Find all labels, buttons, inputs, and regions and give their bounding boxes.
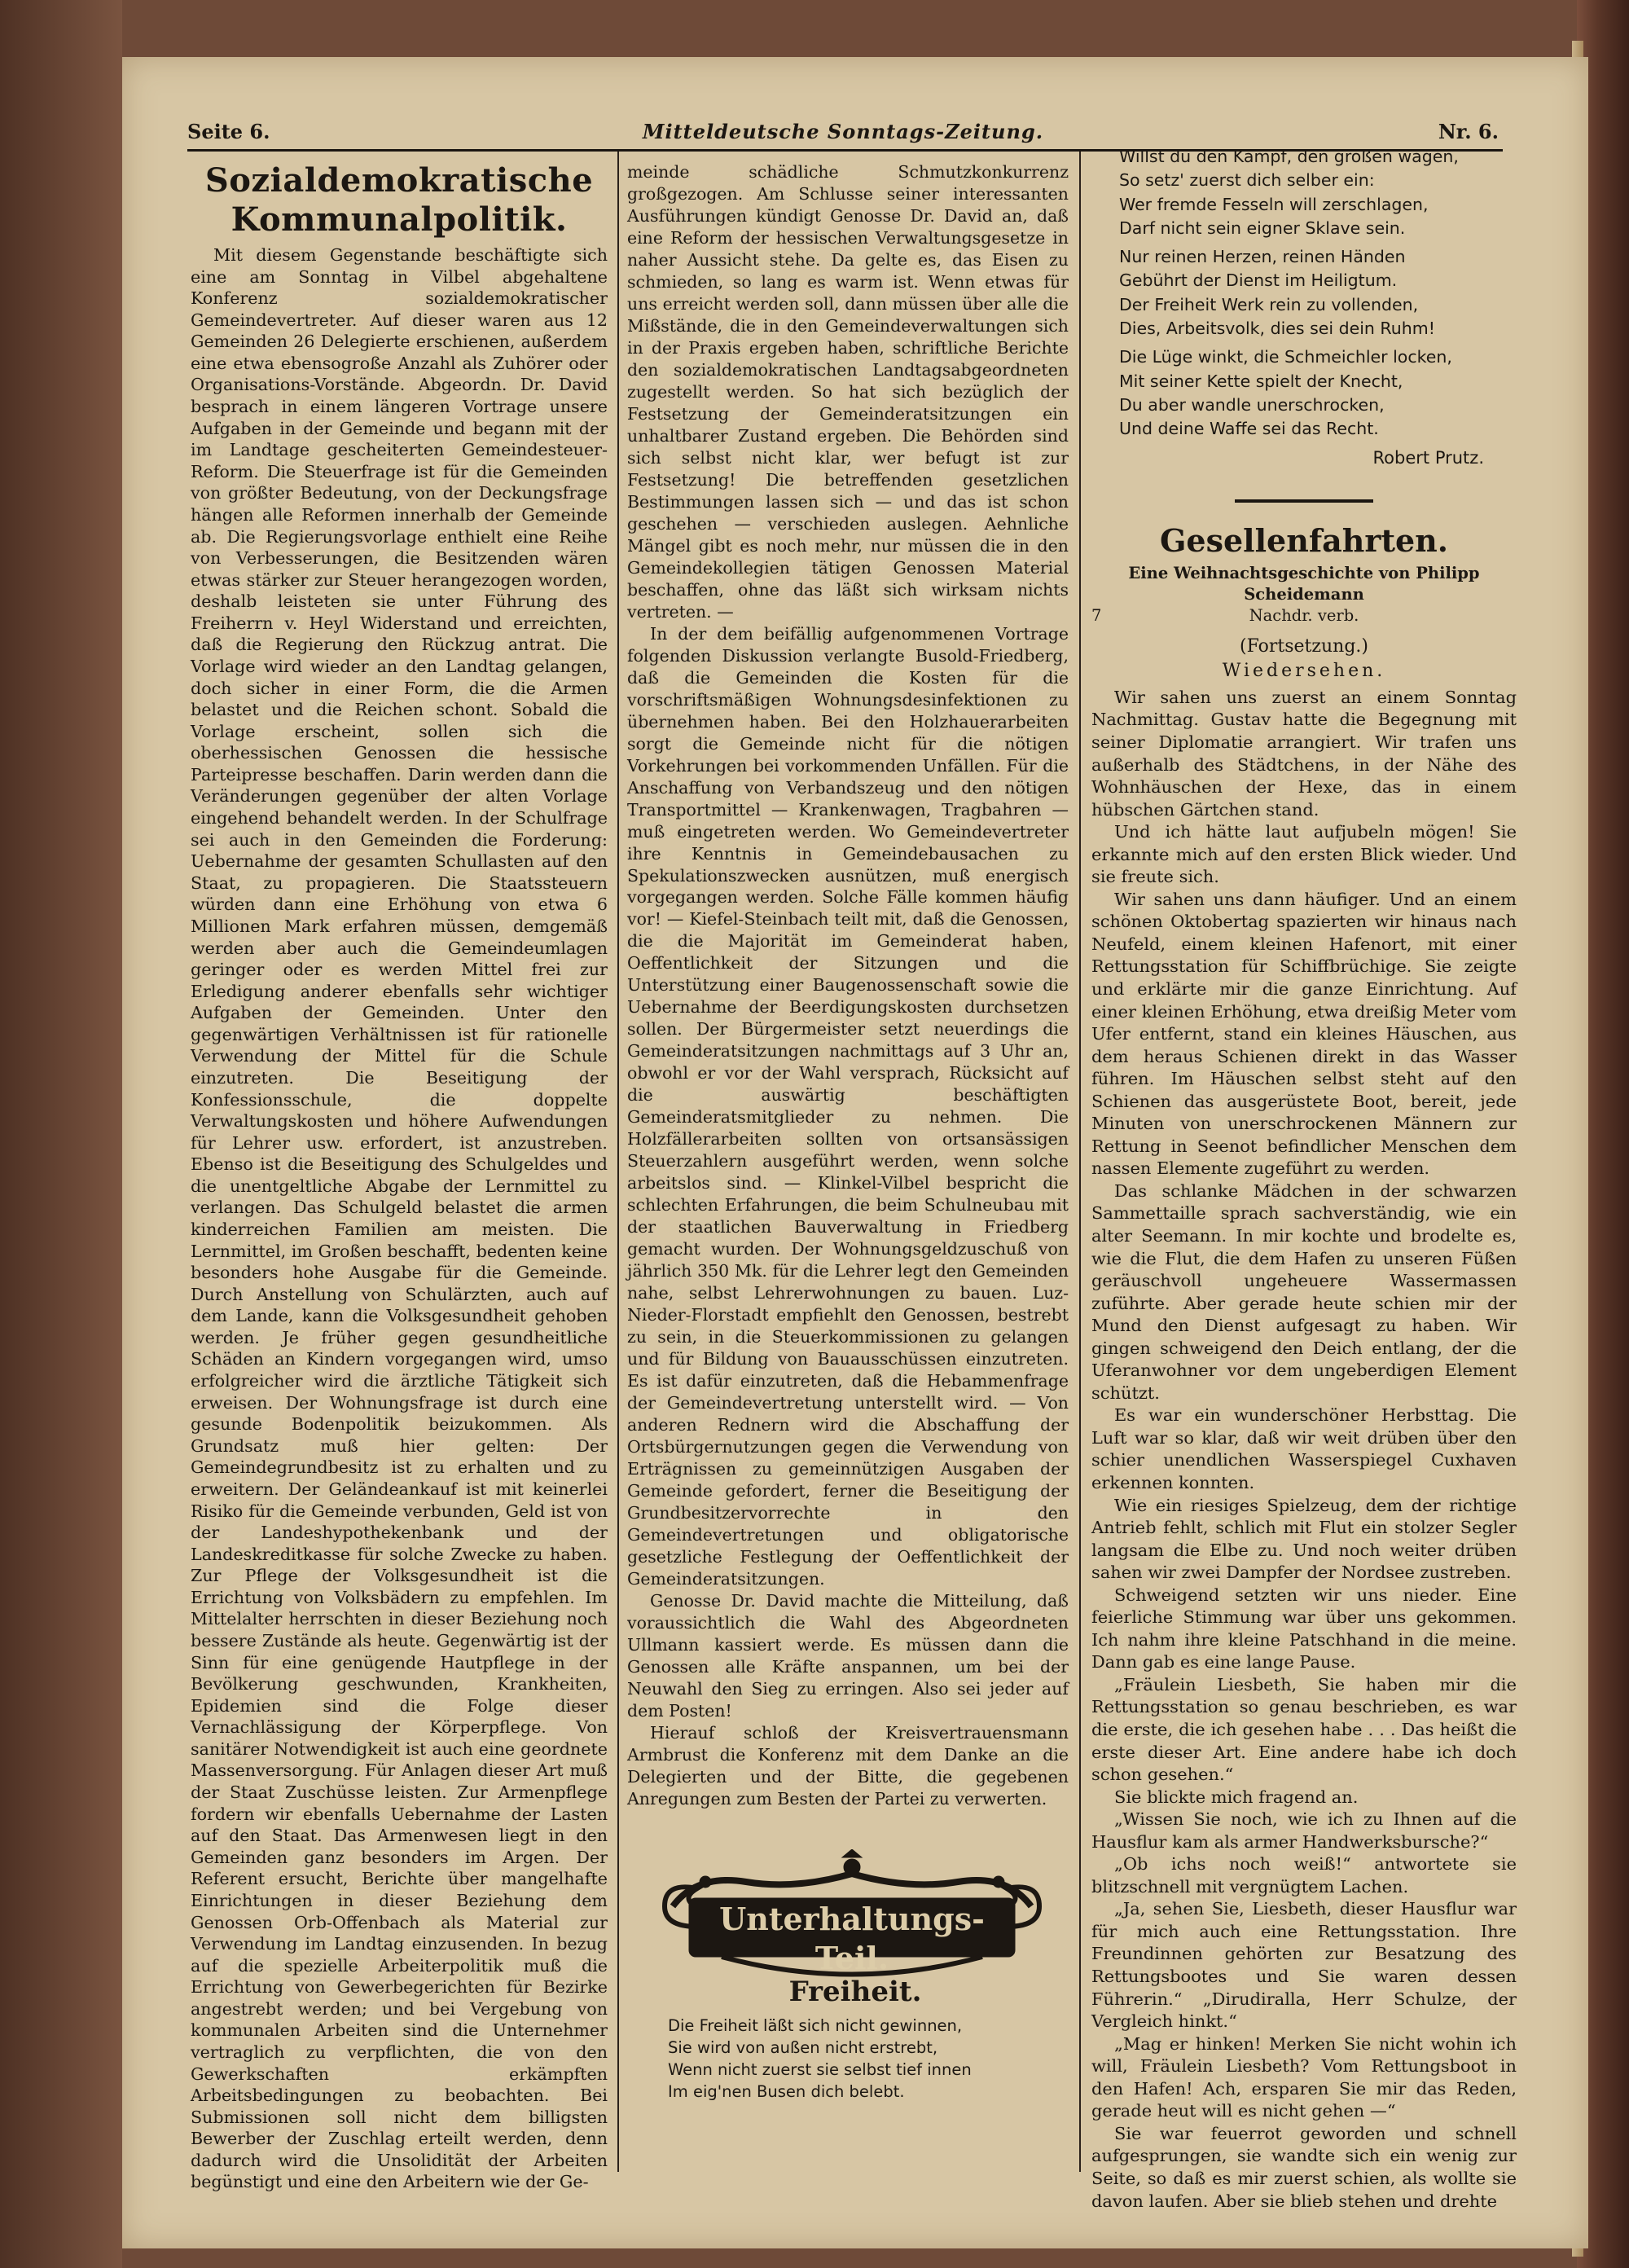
story-paragraph: „Ja, sehen Sie, Liesbeth, dieser Hausflur war für mich auch eine Rettungsstation. Ihre Freundinnen gehörten zur Besatzung des Rettungsbootes und Sie waren dessen Führerin.“ „Dirudiralla, Herr Schulze, der Vergleich hinkt.“: [1091, 1899, 1517, 2032]
story-paragraph: Wir sahen uns dann häufiger. Und an einem schönen Oktobertag spazierten wir hinaus nach Neufeld, einem kleinen Hafenort, mit einer Rettungsstation für Schiffbrüchige. Sie zeigte und erklärte mir die ganze Einrichtung. Auf einer kleinen Erhöhung, etwa dreißig Meter vom Ufer entfernt, stand ein kleines Häuschen, aus dem heraus Schienen direkt in das Wasser führen. Im Häuschen selbst steht auf den Schienen das ausgerüstete Boot, bereit, jede Minuten von unerschrockenen Männern zur Rettung in Seenot befindlicher Menschen dem nassen Elemente zugeführt zu werden.: [1091, 889, 1517, 1179]
poem-line: Und deine Waffe sei das Recht.: [1119, 419, 1379, 439]
story-paragraph: Und ich hätte laut aufjubeln mögen! Sie erkannte mich auf den ersten Blick wieder. Und sie freute sich.: [1091, 822, 1517, 887]
story-paragraph: „Fräulein Liesbeth, Sie haben mir die Rettungsstation so genau beschrieben, es war die erste, die ich gesehen habe . . . Das heißt die erste dieser Art. Eine andere habe ich doch schon gesehen.“: [1091, 1674, 1517, 1785]
article-paragraph: Hierauf schloß der Kreisvertrauensmann Armbrust die Konferenz mit dem Danke an die Delegierten und der Bitte, die gegebenen Anregungen zum Besten der Partei zu verwerten.: [627, 1722, 1069, 1809]
story-paragraph: „Mag er hinken! Merken Sie nicht wohin ich will, Fräulein Liesbeth? Vom Rettungsboot in den Hafen! Ach, ersparen Sie mir das Reden, gerade heut will es nicht gehen —“: [1091, 2033, 1517, 2121]
poem-title: Freiheit.: [788, 1976, 922, 2008]
poem-author: Robert Prutz.: [1372, 447, 1484, 468]
poem-stanza: [1119, 145, 1517, 240]
newspaper-title: Mitteldeutsche Sonntags-Zeitung.: [642, 120, 1044, 143]
story-paragraph: Sie war feuerrot geworden und schnell aufgesprungen, sie wandte sich ein wenig zur Seite, so daß es mir zuerst schien, als wollte sie davon laufen. Aber sie blieb stehen und drehte: [1091, 2123, 1517, 2211]
poem-stanza: [1119, 345, 1517, 441]
book-outer-edge: [0, 0, 122, 2268]
poem-stanza: [1119, 245, 1517, 341]
story-paragraph: Wir sahen uns zuerst an einem Sonntag Nachmittag. Gustav hatte die Begegnung mit seiner Diplomatie arrangiert. Wir trafen uns außerhalb des Städtchens, in der Nähe des Wohnhäuschen der Hexe, das in einem hübschen Gärtchen stand.: [1091, 687, 1517, 820]
column-rule-1: [617, 152, 619, 2172]
poem-line: Die Freiheit läßt sich nicht gewinnen,: [668, 2016, 963, 2035]
story-subtitle: Eine Weihnachtsgeschichte von Philipp Scheidemann: [1128, 563, 1480, 604]
poem-line: Mit seiner Kette spielt der Knecht,: [1119, 371, 1403, 391]
poem-line: Sie wird von außen nicht erstrebt,: [668, 2038, 938, 2057]
story-paragraph: „Ob ichs noch weiß!“ antwortete sie blitzschnell mit vergnügtem Lachen.: [1091, 1854, 1517, 1897]
column-3: [1091, 145, 1517, 2213]
story-paragraph: Es war ein wunderschöner Herbsttag. Die Luft war so klar, daß wir weit drüben über den schier unendlichen Wasserspiegel Cuxhaven erkennen konnten.: [1091, 1405, 1517, 1492]
column-rule-2: [1079, 152, 1081, 2172]
article-paragraph: Mit diesem Gegenstande beschäftigte sich eine am Sonntag in Vilbel abgehaltene Konferenz sozialdemokratischer Gemeindevertreter. Auf dieser waren aus 12 Gemeinden 26 Delegierte erschienen, außerdem eine etwa ebensogroße Anzahl als Zuhörer oder Organisations-Vorstände. Abgeordn. Dr. David besprach in einem längeren Vortrage unsere Aufgaben in der Gemeinde und begann mit der im Landtage gescheiterten Gemeindesteuer-Reform. Die Steuerfrage ist für die Gemeinden von größter Bedeutung, von der Deckungsfrage hängen alle Reformen innerhalb der Gemeinde ab. Die Regierungsvorlage enthielt eine Reihe von Verbesserungen, die Besitzenden wären etwas stärker zur Steuer herangezogen worden, deshalb leisteten sie unter Führung des Freiherrn v. Heyl Widerstand und erreichten, daß die Regierung den Rückzug antrat. Die Vorlage wird wieder an den Landtag gelangen, doch sicher in einer Form, die die Armen belastet und die Reichen schont. Sobald die Vorlage erscheint, sollen sich die oberhessischen Genossen die hessische Parteipresse beschaffen. Darin werden dann die Veränderungen gegenüber der alten Vorlage eingehend behandelt werden. In der Schulfrage sei auch in den Gemeinden die Forderung: Uebernahme der gesamten Schullasten auf den Staat, zu propagieren. Die Staatssteuern würden dann eine Erhöhung von etwa 6 Millionen Mark erfahren müssen, demgemäß werden aber auch die Gemeindeumlagen geringer oder es werden Mittel frei zur Erledigung anderer ebenfalls sehr wichtiger Aufgaben der Gemeinden. Unter den gegenwärtigen Verhältnissen ist für rationelle Verwendung der Mittel für die Schule einzutreten. Die Beseitigung der Konfessionsschule, die doppelte Verwaltungskosten und höhere Aufwendungen für Lehrer usw. erfordert, ist anzustreben. Ebenso ist die Beseitigung des Schulgeldes und die unentgeltliche Abgabe der Lernmittel zu verlangen. Das Schulgeld belastet die armen kinderreichen Familien am meisten. Die Lernmittel, im Großen beschafft, bedenten keine besonders hohe Ausgabe für die Gemeinde. Durch Anstellung von Schulärzten, auch auf dem Lande, kann die Volksgesundheit gehoben werden. Je früher gegen gesundheitliche Schäden an Kindern vorgegangen wird, umso erfolgreicher wird die ärztliche Tätigkeit sich erweisen. Der Wohnungsfrage ist durch eine gesunde Bodenpolitik beizukommen. Als Grundsatz muß hier gelten: Der Gemeindegrundbesitz ist zu erhalten und zu erweitern. Der Geländeankauf ist mit keinerlei Risiko für die Gemeinde verbunden, Geld ist von der Landeshypothekenbank und der Landeskreditkasse für solche Zwecke zu haben. Zur Pflege der Volksgesundheit ist die Errichtung von Volksbädern zu empfehlen. Im Mittelalter herrschten in dieser Beziehung noch bessere Zustände als heute. Gegenwärtig ist der Sinn für eine genügende Hautpflege in der Bevölkerung geschwunden, Krankheiten, Epidemien sind die Folge dieser Vernachlässigung der Körperpflege. Von sanitärer Notwendigkeit ist auch eine geordnete Massenversorgung. Für Anlagen dieser Art muß der Staat Zuschüsse leisten. Zur Armenpflege fordern wir ebenfalls Uebernahme der Lasten auf den Staat. Das Armenwesen liegt in den Gemeinden ganz besonders im Argen. Der Referent ersucht, Berichte über mangelhafte Einrichtungen in dieser Beziehung dem Genossen Orb-Offenbach als Material zur Verwendung im Landtag einzusenden. In bezug auf die spezielle Arbeiterpolitik muß die Errichtung von Gewerbegerichten für Bezirke angestrebt werden; und bei Vergebung von kommunalen Arbeiten sind die Unternehmer vertraglich zu verpflichten, die von den Gewerkschaften erkämpften Arbeitsbedingungen zu beobachten. Bei Submissionen soll nicht dem billigsten Bewerber der Zuschlag erteilt werden, denn dadurch wird die Unsolidität der Arbeiten begünstigt und eine den Arbeitern wie der Ge-: [191, 245, 608, 2192]
poem-freiheit: [668, 1976, 1043, 2103]
banner-title: Unterhaltungs-Teil.: [719, 1901, 985, 1976]
poem-line: Willst du den Kampf, den großen wagen,: [1119, 147, 1459, 166]
poem-line: Du aber wandle unerschrocken,: [1119, 394, 1385, 415]
continued-label: (Fortsetzung.): [1240, 635, 1368, 657]
installment-number: 7: [1091, 605, 1102, 625]
poem-line: So setz' zuerst dich selber ein:: [1119, 170, 1375, 191]
article-paragraph: In der dem beifällig aufgenommenen Vortrage folgenden Diskussion verlangte Busold-Friedberg, daß die Gemeinden die Kosten für die vorschriftsmäßigen Wohnungsdesinfektionen zu übernehmen haben. Bei den Holzhauerarbeiten sorgt die Gemeinde nicht für die nötigen Vorkehrungen bei vorkommenden Unfällen. Für die Anschaffung von Verbandszeug und den nötigen Transportmittel — Krankenwagen, Tragbahren — muß eingetreten werden. Wo Gemeindevertreter ihre Kenntnis in Gemeindebausachen zu Spekulationszwecken ausnützen, muß energisch vorgegangen werden. Solche Fälle kommen häufig vor! — Kiefel-Steinbach teilt mit, daß die Genossen, die die Majorität im Gemeinderat haben, Oeffentlichkeit der Sitzungen und die Unterstützung einer Baugenossenschaft sowie die Uebernahme der Beerdigungskosten durchsetzen sollen. Der Bürgermeister setzt neuerdings die Gemeinderatsitzungen nachmittags auf 3 Uhr an, obwohl er vor der Wahl versprach, Rücksicht auf die auswärtig beschäftigten Gemeinderatsmitglieder zu nehmen. Die Holzfällerarbeiten sollten von ortsansässigen Steuerzahlern ausgeführt werden, wenn solche arbeitslos sind. — Klinkel-Vilbel bespricht die schlechten Erfahrungen, die beim Schulneubau mit der staatlichen Bauverwaltung in Friedberg gemacht wurden. Der Wohnungsgeldzuschuß von jährlich 350 Mk. für die Lehrer legt den Gemeinden nahe, selbst Lehrerwohnungen zu bauen. Luz-Nieder-Florstadt empfiehlt den Genossen, bestrebt zu sein, in die Steuerkommissionen zu gelangen und für Bildung von Bauausschüssen einzutreten. Es ist dafür einzutreten, daß die Hebammenfrage der Gemeindevertretung unterstellt wird. — Von anderen Rednern wird die Abschaffung der Ortsbürgernutzungen gegen die Verwendung von Erträgnissen zu gemeinnützigen Ausgaben der Gemeinde gefordert, ferner die Beseitigung der Grundbesitzervorrechte in den Gemeindevertretungen und obligatorische gesetzliche Festlegung der Oeffentlichkeit der Gemeinderatsitzungen.: [627, 623, 1069, 1589]
issue-number: Nr. 6.: [1438, 120, 1499, 143]
page-number: Seite 6.: [187, 120, 270, 143]
poem-line: Gebührt der Dienst im Heiligtum.: [1119, 270, 1398, 291]
article-paragraph: meinde schädliche Schmutzkonkurrenz großgezogen. Am Schlusse seiner interessanten Ausführungen kündigt Genosse Dr. David an, daß eine Reform der hessischen Verwaltungsgesetze in naher Aussicht stehe. Da gelte es, das Eisen zu schmieden, so lang es warm ist. Wenn etwas für uns erreicht werden soll, dann müssen über alle die Mißstände, die in den Gemeindeverwaltungen sich in der Praxis ergeben haben, schriftliche Berichte den sozialdemokratischen Landtagsabgeordneten zugestellt werden. So hat sich bezüglich der Festsetzung der Gemeinderatsitzungen ein unhaltbarer Zustand ergeben. Die Behörden sind sich selbst nicht klar, wer befugt ist zur Festsetzung! Die betreffenden gesetzlichen Bestimmungen lassen sich — und das ist schon geschehen — verschieden auslegen. Aehnliche Mängel gibt es noch mehr, nur müssen die in den Gemeindekollegien tätigen Genossen Material beschaffen, ohne das läßt sich wirksam nichts vertreten. —: [627, 162, 1069, 622]
story-title: Gesellenfahrten.: [1159, 521, 1449, 559]
column-2: [627, 161, 1069, 1810]
poem-line: Dies, Arbeitsvolk, dies sei dein Ruhm!: [1119, 319, 1435, 339]
column-1: [191, 161, 608, 2193]
article-headline: Sozialdemokratische Kommunalpolitik.: [204, 161, 594, 239]
story-paragraph: Das schlanke Mädchen in der schwarzen Sammettaille sprach sachverständig, wie ein alter Seemann. In mir kochte und brodelte es, wie die Flut, die dem Hafen zu unseren Füßen geräuschvoll ungeheuere Wassermassen zuführte. Aber gerade heute schien mir der Mund den Dienst aufgesagt zu haben. Wir gingen schweigend den Deich entlang, der die Uferanwohner vor dem ungeberdigen Element schützt.: [1091, 1180, 1517, 1403]
story-paragraph: Sie blickte mich fragend an.: [1114, 1787, 1359, 1807]
story-byline: [1091, 563, 1517, 605]
story-byline-row: [1091, 605, 1517, 626]
reprint-notice: Nachdr. verb.: [1249, 605, 1359, 625]
poem-line: Darf nicht sein eigner Sklave sein.: [1119, 218, 1406, 238]
story-paragraph: „Wissen Sie noch, wie ich zu Ihnen auf die Hausflur kam als armer Handwerksbursche?“: [1091, 1809, 1517, 1852]
poem-top: [1091, 145, 1517, 470]
section-separator: [1235, 499, 1373, 503]
poem-line: Wenn nicht zuerst sie selbst tief innen: [668, 2060, 972, 2079]
story-paragraph: Schweigend setzten wir uns nieder. Eine feierliche Stimmung war über uns gekommen. Ich nahm ihre kleine Patschhand in die meine. Dann gab es eine lange Pause.: [1091, 1585, 1517, 1672]
page-header: [187, 118, 1499, 147]
section-title: Wiedersehen.: [1222, 660, 1386, 681]
poem-line: Der Freiheit Werk rein zu vollenden,: [1119, 294, 1419, 314]
poem-line: Nur reinen Herzen, reinen Händen: [1119, 247, 1406, 267]
story-paragraph: Wie ein riesiges Spielzeug, dem der richtige Antrieb fehlt, schlich mit Flut ein stolzer Segler langsam die Elbe zu. Und noch weiter drüben sahen wir zwei Dampfer der Nordsee zustreben.: [1091, 1495, 1517, 1583]
article-paragraph: Genosse Dr. David machte die Mitteilung, daß voraussichtlich die Wahl des Abgeordneten Ullmann kassiert werde. Es müssen dann die Genossen alle Kräfte anspannen, um bei der Neuwahl den Sieg zu erringen. Also sei jeder auf dem Posten!: [627, 1590, 1069, 1721]
poem-line: Im eig'nen Busen dich belebt.: [668, 2082, 905, 2101]
poem-line: Die Lüge winkt, die Schmeichler locken,: [1119, 347, 1452, 367]
poem-line: Wer fremde Fesseln will zerschlagen,: [1119, 194, 1429, 214]
